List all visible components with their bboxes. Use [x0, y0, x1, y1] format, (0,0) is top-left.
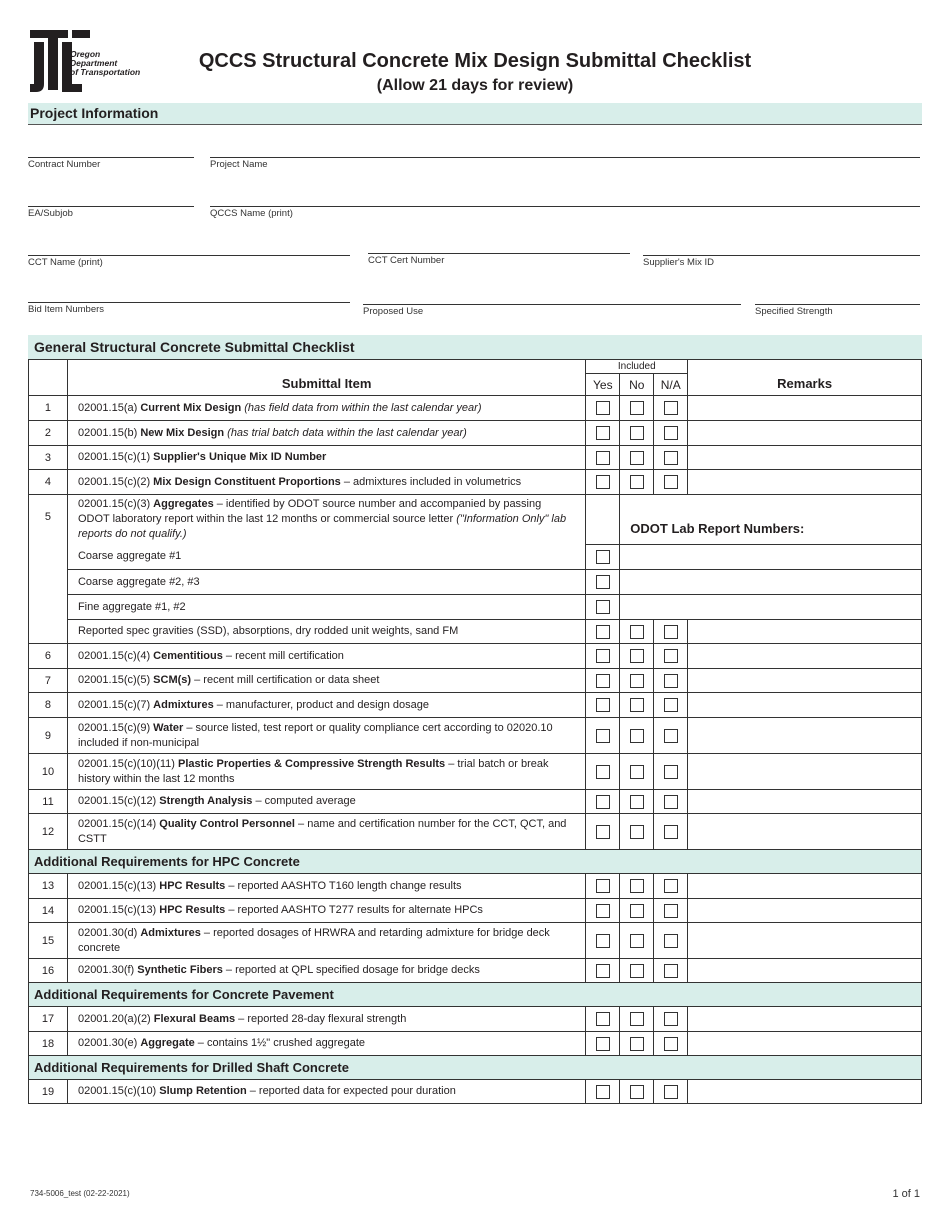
- remarks-header: Remarks: [688, 360, 922, 396]
- remarks-cell[interactable]: [688, 899, 922, 923]
- na-checkbox[interactable]: [664, 401, 678, 415]
- item-title: Admixtures: [140, 926, 201, 939]
- checkbox-cell: [586, 470, 620, 495]
- yes-checkbox[interactable]: [596, 879, 610, 893]
- item-title: Mix Design Constituent Proportions: [153, 475, 341, 488]
- checkbox-cell: [586, 570, 620, 595]
- checkbox-cell: [620, 669, 654, 693]
- remarks-cell[interactable]: [688, 874, 922, 899]
- item-description: – reported dosages of HRWRA and retarding admixture for bridge deck concrete: [77, 926, 550, 954]
- checkbox-cell: [620, 1032, 654, 1056]
- item-description: – admixtures included in volumetrics: [340, 475, 522, 488]
- item-code: 02001.15(a): [77, 401, 141, 414]
- item-code: 02001.15(c)(14): [77, 817, 160, 830]
- coarse-agg-2-3-lab-number[interactable]: [620, 570, 922, 595]
- item-description: – reported 28-day flexural strength: [235, 1012, 407, 1025]
- remarks-cell[interactable]: [688, 669, 922, 693]
- no-checkbox[interactable]: [630, 825, 644, 839]
- checkbox-cell: [586, 959, 620, 983]
- row-5-item: 02001.15(c)(3) Aggregates – identified by ODOT source number and accompanied by passing ODOT laboratory report within the last 12 months or commercial source letter ("Information Only" lab reports do not qualify.): [67, 495, 585, 545]
- table-row: [29, 923, 922, 959]
- item-description: – contains 1½" crushed aggregate: [194, 1037, 365, 1049]
- row-r7-item: [67, 669, 585, 693]
- remarks-cell[interactable]: [688, 1080, 922, 1104]
- checkbox-cell: [586, 754, 620, 790]
- item-code: 02001.30(e): [77, 1037, 141, 1049]
- row-r6-item: [67, 644, 585, 669]
- remarks-cell[interactable]: [688, 814, 922, 850]
- item-title: HPC Results: [159, 879, 226, 892]
- checkbox-cell: [620, 754, 654, 790]
- row-number: 17: [29, 1007, 68, 1032]
- item-code: 02001.15(c)(9): [77, 721, 154, 734]
- row-r1-item: [67, 396, 585, 421]
- item-code: 02001.15(c)(10): [77, 1085, 160, 1097]
- page-number: 1 of 1: [892, 1188, 920, 1200]
- row-number: 4: [29, 470, 68, 495]
- coarse-agg-1-lab-number[interactable]: [620, 545, 922, 570]
- checkbox-cell: [654, 754, 688, 790]
- item-description: – computed average: [252, 795, 356, 807]
- item-code: 02001.15(c)(13): [77, 879, 160, 892]
- no-checkbox[interactable]: [630, 1012, 644, 1026]
- item-code: 02001.15(b): [77, 426, 141, 439]
- na-checkbox[interactable]: [664, 795, 678, 809]
- item-title: Current Mix Design: [140, 401, 242, 414]
- table-row: [29, 446, 922, 470]
- checkbox-cell: [586, 693, 620, 718]
- checkbox-cell: [586, 421, 620, 446]
- remarks-cell[interactable]: [688, 959, 922, 983]
- item-title: HPC Results: [159, 904, 226, 916]
- general-checklist-header: General Structural Concrete Submittal Checklist: [28, 335, 922, 359]
- row-number: 13: [29, 874, 68, 899]
- remarks-cell[interactable]: [688, 1007, 922, 1032]
- item-code: 02001.15(c)(12): [77, 795, 160, 807]
- remarks-cell[interactable]: [688, 421, 922, 446]
- item-description: – recent mill certification or data sheet: [191, 674, 380, 686]
- num-header: [29, 360, 68, 396]
- submittal-checklist-table: [28, 359, 922, 1104]
- na-checkbox[interactable]: [664, 1037, 678, 1051]
- checkbox-cell: [620, 693, 654, 718]
- checkbox-cell: [586, 1032, 620, 1056]
- checkbox-cell: [586, 790, 620, 814]
- table-row: [29, 570, 922, 595]
- yes-checkbox[interactable]: [596, 1012, 610, 1026]
- checkbox-cell: [620, 620, 654, 644]
- odot-lab-report-header: ODOT Lab Report Numbers:: [620, 495, 922, 545]
- yes-checkbox[interactable]: [596, 934, 610, 948]
- row-number: 18: [29, 1032, 68, 1056]
- remarks-cell[interactable]: [688, 923, 922, 959]
- table-row: [29, 620, 922, 644]
- item-description: – recent mill certification: [222, 649, 344, 662]
- checkbox-cell: [620, 923, 654, 959]
- fine-agg-checkbox[interactable]: [596, 600, 610, 614]
- na-checkbox[interactable]: [664, 426, 678, 440]
- na-checkbox[interactable]: [664, 475, 678, 489]
- table-row: [29, 959, 922, 983]
- checkbox-cell: [586, 669, 620, 693]
- row-r13-item: [67, 874, 585, 899]
- included-header: Included: [586, 360, 688, 374]
- project-info-header: Project Information: [28, 103, 922, 125]
- row-r11-item: [67, 790, 585, 814]
- checkbox-cell: [586, 899, 620, 923]
- supplier-mix-id-field[interactable]: Supplier's Mix ID: [643, 255, 920, 268]
- yes-checkbox[interactable]: [596, 1085, 610, 1099]
- row-number: 5: [29, 495, 68, 644]
- na-checkbox[interactable]: [664, 964, 678, 978]
- checkbox-cell: [654, 669, 688, 693]
- row-r4-item: [67, 470, 585, 495]
- row-number: 19: [29, 1080, 68, 1104]
- item-title: SCM(s): [153, 674, 192, 686]
- item-code: 02001.20(a)(2): [77, 1012, 154, 1025]
- checkbox-cell: [620, 959, 654, 983]
- item-title: Synthetic Fibers: [137, 964, 223, 976]
- row-r3-item: [67, 446, 585, 470]
- na-header: N/A: [654, 374, 688, 396]
- checkbox-cell: [654, 620, 688, 644]
- drilled-shaft-section-header: Additional Requirements for Drilled Shaft Concrete: [29, 1056, 922, 1080]
- na-checkbox[interactable]: [664, 1012, 678, 1026]
- item-title: New Mix Design: [140, 426, 225, 439]
- item-title: Flexural Beams: [153, 1012, 236, 1025]
- checkbox-cell: [654, 790, 688, 814]
- checkbox-cell: [586, 446, 620, 470]
- checkbox-cell: [586, 923, 620, 959]
- checkbox-cell: [654, 1032, 688, 1056]
- remarks-cell[interactable]: [688, 790, 922, 814]
- bid-item-field[interactable]: Bid Item Numbers: [28, 302, 350, 315]
- no-checkbox[interactable]: [630, 904, 644, 918]
- item-title: Water: [153, 721, 184, 734]
- checkbox-cell: [654, 396, 688, 421]
- item-description: – source listed, test report or quality compliance cert according to 02020.10 included if non-municipal: [77, 721, 553, 749]
- remarks-cell[interactable]: [688, 693, 922, 718]
- table-row: [29, 421, 922, 446]
- checkbox-cell: [586, 718, 620, 754]
- yes-checkbox[interactable]: [596, 795, 610, 809]
- coarse-agg-2-3-checkbox[interactable]: [596, 575, 610, 589]
- na-checkbox[interactable]: [664, 451, 678, 465]
- remarks-cell[interactable]: [688, 396, 922, 421]
- checkbox-cell: [654, 446, 688, 470]
- submittal-item-header: Submittal Item: [67, 360, 585, 396]
- na-checkbox[interactable]: [664, 879, 678, 893]
- row-number: 8: [29, 693, 68, 718]
- proposed-use-field[interactable]: Proposed Use: [363, 304, 741, 317]
- item-code: 02001.15(c)(1): [77, 451, 154, 463]
- row-r17-item: [67, 1007, 585, 1032]
- row-number: 7: [29, 669, 68, 693]
- table-row: [29, 1007, 922, 1032]
- table-row: [29, 754, 922, 790]
- table-row: [29, 693, 922, 718]
- spec-gravities-yes-checkbox[interactable]: [596, 625, 610, 639]
- checkbox-cell: [620, 470, 654, 495]
- checkbox-cell: [620, 1080, 654, 1104]
- checkbox-cell: [654, 814, 688, 850]
- row-r15-item: [67, 923, 585, 959]
- table-row: [29, 718, 922, 754]
- checkbox-cell: [620, 421, 654, 446]
- cct-cert-field[interactable]: CCT Cert Number: [368, 253, 630, 266]
- row-number: 9: [29, 718, 68, 754]
- na-checkbox[interactable]: [664, 698, 678, 712]
- na-checkbox[interactable]: [664, 765, 678, 779]
- yes-checkbox[interactable]: [596, 825, 610, 839]
- remarks-cell[interactable]: [688, 470, 922, 495]
- spec-gravities-remarks[interactable]: [688, 620, 922, 644]
- cct-name-field[interactable]: CCT Name (print): [28, 255, 350, 268]
- checkbox-cell: [654, 899, 688, 923]
- no-checkbox[interactable]: [630, 729, 644, 743]
- checkbox-cell: [654, 693, 688, 718]
- checkbox-cell: [620, 874, 654, 899]
- table-row: [29, 595, 922, 620]
- checkbox-cell: [586, 644, 620, 669]
- yes-checkbox[interactable]: [596, 426, 610, 440]
- row-r2-item: [67, 421, 585, 446]
- ea-subjob-field[interactable]: EA/Subjob: [28, 206, 194, 219]
- checkbox-cell: [654, 470, 688, 495]
- no-checkbox[interactable]: [630, 1085, 644, 1099]
- row-number: 3: [29, 446, 68, 470]
- item-code: 02001.30(f): [77, 964, 138, 976]
- page-title: QCCS Structural Concrete Mix Design Submittal Checklist: [198, 50, 752, 72]
- yes-checkbox[interactable]: [596, 729, 610, 743]
- remarks-cell[interactable]: [688, 644, 922, 669]
- no-checkbox[interactable]: [630, 879, 644, 893]
- checkbox-cell: [586, 1007, 620, 1032]
- row-number: 6: [29, 644, 68, 669]
- row-r10-item: [67, 754, 585, 790]
- na-checkbox[interactable]: [664, 649, 678, 663]
- checkbox-cell: [654, 644, 688, 669]
- item-code: 02001.15(c)(4): [77, 649, 154, 662]
- fine-agg-lab-number[interactable]: [620, 595, 922, 620]
- item-title: Cementitious: [153, 649, 223, 662]
- item-code: 02001.15(c)(10)(11): [77, 757, 179, 770]
- coarse-aggregate-2-3-label: Coarse aggregate #2, #3: [67, 570, 585, 595]
- na-checkbox[interactable]: [664, 904, 678, 918]
- checkbox-cell: [586, 1080, 620, 1104]
- no-checkbox[interactable]: [630, 765, 644, 779]
- remarks-cell[interactable]: [688, 754, 922, 790]
- checkbox-cell: [586, 620, 620, 644]
- no-checkbox[interactable]: [630, 475, 644, 489]
- no-checkbox[interactable]: [630, 451, 644, 465]
- item-description: – trial batch or break history within the last 12 months: [77, 757, 549, 785]
- table-row: [29, 545, 922, 570]
- table-row: [29, 470, 922, 495]
- row-r19-item: [67, 1080, 585, 1104]
- yes-checkbox[interactable]: [596, 649, 610, 663]
- item-code: 02001.15(c)(2): [77, 475, 154, 488]
- checkbox-cell: [654, 874, 688, 899]
- yes-checkbox[interactable]: [596, 401, 610, 415]
- yes-checkbox[interactable]: [596, 451, 610, 465]
- row-r12-item: [67, 814, 585, 850]
- table-row: [29, 874, 922, 899]
- checkbox-cell: [586, 595, 620, 620]
- hpc-section-header: Additional Requirements for HPC Concrete: [29, 850, 922, 874]
- yes-checkbox[interactable]: [596, 698, 610, 712]
- item-description: – reported data for expected pour duration: [246, 1085, 456, 1097]
- item-description: – manufacturer, product and design dosage: [213, 698, 429, 711]
- row-number: 12: [29, 814, 68, 850]
- yes-checkbox[interactable]: [596, 674, 610, 688]
- item-description: – reported at QPL specified dosage for bridge decks: [222, 964, 480, 976]
- checkbox-cell: [620, 814, 654, 850]
- item-title: Supplier's Unique Mix ID Number: [153, 451, 327, 463]
- page-subtitle: (Allow 21 days for review): [376, 77, 574, 94]
- table-row: [29, 814, 922, 850]
- na-checkbox[interactable]: [664, 825, 678, 839]
- no-checkbox[interactable]: [630, 401, 644, 415]
- yes-checkbox[interactable]: [596, 904, 610, 918]
- row-number: 14: [29, 899, 68, 923]
- row-number: 11: [29, 790, 68, 814]
- checkbox-cell: [620, 790, 654, 814]
- checkbox-cell: [620, 644, 654, 669]
- coarse-aggregate-1-label: Coarse aggregate #1: [67, 545, 585, 570]
- item-description: – reported AASHTO T277 results for alternate HPCs: [225, 904, 483, 916]
- no-checkbox[interactable]: [630, 674, 644, 688]
- na-checkbox[interactable]: [664, 934, 678, 948]
- item-code: 02001.30(d): [77, 926, 141, 939]
- specified-strength-field[interactable]: Specified Strength: [755, 304, 920, 317]
- item-description: – reported AASHTO T160 length change results: [225, 879, 462, 892]
- qccs-name-field[interactable]: QCCS Name (print): [210, 206, 920, 219]
- row-r14-item: [67, 899, 585, 923]
- item-code: 02001.15(c)(5): [77, 674, 154, 686]
- checkbox-cell: [620, 899, 654, 923]
- item-code: 02001.15(c)(13): [77, 904, 160, 916]
- table-row: [29, 899, 922, 923]
- fine-aggregate-label: Fine aggregate #1, #2: [67, 595, 585, 620]
- row-r9-item: [67, 718, 585, 754]
- yes-checkbox[interactable]: [596, 1037, 610, 1051]
- item-note: (has trial batch data within the last calendar year): [227, 426, 467, 439]
- spec-gravities-label: Reported spec gravities (SSD), absorptions, dry rodded unit weights, sand FM: [67, 620, 585, 644]
- na-checkbox[interactable]: [664, 729, 678, 743]
- no-checkbox[interactable]: [630, 698, 644, 712]
- row-number: 2: [29, 421, 68, 446]
- table-row: [29, 644, 922, 669]
- table-row: [29, 396, 922, 421]
- project-name-field[interactable]: Project Name: [210, 157, 920, 170]
- na-checkbox[interactable]: [664, 674, 678, 688]
- table-row: [29, 1080, 922, 1104]
- no-checkbox[interactable]: [630, 795, 644, 809]
- checkbox-cell: [654, 718, 688, 754]
- table-row: [29, 790, 922, 814]
- no-checkbox[interactable]: [630, 426, 644, 440]
- yes-checkbox[interactable]: [596, 964, 610, 978]
- row-number: 16: [29, 959, 68, 983]
- checkbox-cell: [654, 923, 688, 959]
- coarse-agg-1-checkbox[interactable]: [596, 550, 610, 564]
- checkbox-cell: [586, 545, 620, 570]
- no-checkbox[interactable]: [630, 934, 644, 948]
- row-number: 10: [29, 754, 68, 790]
- yes-checkbox[interactable]: [596, 765, 610, 779]
- item-code: 02001.15(c)(7): [77, 698, 154, 711]
- no-checkbox[interactable]: [630, 964, 644, 978]
- item-title: Strength Analysis: [159, 795, 253, 807]
- odot-logo-text: Oregon Department of Transportation: [70, 49, 141, 77]
- table-row: [29, 1032, 922, 1056]
- table-row: [29, 495, 922, 545]
- na-checkbox[interactable]: [664, 1085, 678, 1099]
- checkbox-cell: [620, 396, 654, 421]
- row-number: 15: [29, 923, 68, 959]
- remarks-cell[interactable]: [688, 446, 922, 470]
- item-note: (has field data from within the last calendar year): [244, 401, 482, 414]
- row-number: 1: [29, 396, 68, 421]
- contract-number-field[interactable]: Contract Number: [28, 157, 194, 170]
- yes-checkbox[interactable]: [596, 475, 610, 489]
- spec-gravities-no-checkbox[interactable]: [630, 625, 644, 639]
- checkbox-cell: [654, 1007, 688, 1032]
- row-r16-item: [67, 959, 585, 983]
- table-row: [29, 669, 922, 693]
- checkbox-cell: [586, 814, 620, 850]
- item-description: – name and certification number for the CCT, QCT, and CSTT: [77, 817, 567, 845]
- form-id: 734-5006_test (02-22-2021): [30, 1189, 130, 1198]
- checkbox-cell: [586, 396, 620, 421]
- checkbox-cell: [620, 1007, 654, 1032]
- checkbox-cell: [654, 1080, 688, 1104]
- row-r18-item: [67, 1032, 585, 1056]
- remarks-cell[interactable]: [688, 718, 922, 754]
- checkbox-cell: [620, 718, 654, 754]
- item-title: Admixtures: [153, 698, 214, 711]
- no-checkbox[interactable]: [630, 649, 644, 663]
- checkbox-cell: [620, 446, 654, 470]
- yes-header: Yes: [586, 374, 620, 396]
- pavement-section-header: Additional Requirements for Concrete Pavement: [29, 983, 922, 1007]
- row-5-blank: [586, 495, 620, 545]
- no-checkbox[interactable]: [630, 1037, 644, 1051]
- remarks-cell[interactable]: [688, 1032, 922, 1056]
- checkbox-cell: [586, 874, 620, 899]
- checkbox-cell: [654, 959, 688, 983]
- checkbox-cell: [654, 421, 688, 446]
- item-title: Plastic Properties & Compressive Strength Results: [178, 757, 446, 770]
- item-title: Aggregate: [140, 1037, 195, 1049]
- row-r8-item: [67, 693, 585, 718]
- spec-gravities-na-checkbox[interactable]: [664, 625, 678, 639]
- item-title: Quality Control Personnel: [159, 817, 295, 830]
- no-header: No: [620, 374, 654, 396]
- item-title: Slump Retention: [159, 1085, 247, 1097]
